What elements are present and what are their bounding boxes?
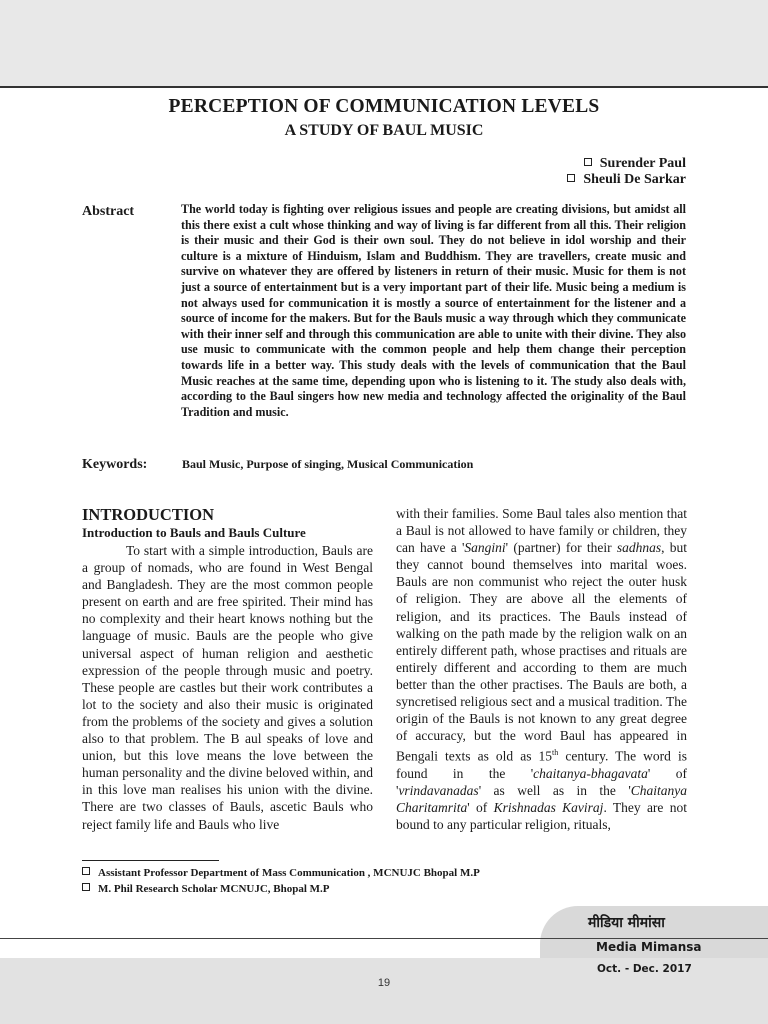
journal-issue: Oct. - Dec. 2017 (597, 963, 692, 975)
page-number: 19 (377, 977, 391, 989)
body-column-right (396, 505, 687, 833)
bullet-square-icon (82, 883, 90, 891)
journal-name-hindi: मीडिया मीमांसा (588, 915, 665, 931)
keywords-label: Keywords: (82, 457, 148, 472)
footnote-1: Assistant Professor Department of Mass Communication , MCNUJC Bhopal M.P (82, 867, 480, 879)
abstract-text: The world today is fighting over religious issues and people are creating divisions, but amidst all this there exist a cult whose thinking and way of living is far different from all this. Their religion is their music and their God is their own soul. They do not believe in idol worship and their culture is a mixture of Hinduism, Islam and Buddhism. They are travellers, create music and survive on whatever they are offered by listeners in return of their music. Music for them is not just a source of entertainment but is a very important part of their life. Music being a medium is not always used for communication it is mostly a source of entertainment for the listener and a source of income for the makers. But for the Bauls music a way through which they communicate with their inner self and through this communication are able to unite with their divine. They also use music to communicate with the common people and help them change their perception towards life in a better way. This study deals with the levels of communication that the Baul Music reaches at the same time, depending upon who is listening to it. The study also deals with, according to the Baul singers how new media and technology affected the originality of the Baul Tradition and music. (181, 202, 686, 419)
journal-name-english: Media Mimansa (596, 940, 702, 954)
article-subtitle: A STUDY OF BAUL MUSIC (284, 122, 484, 139)
article-title: PERCEPTION OF COMMUNICATION LEVELS (168, 96, 600, 117)
section-heading: INTRODUCTION (82, 505, 215, 524)
top-margin (0, 0, 768, 87)
keywords-text: Baul Music, Purpose of singing, Musical Communication (182, 457, 474, 471)
footnote-rule (82, 860, 219, 861)
abstract-label: Abstract (82, 204, 135, 219)
footnote-2: M. Phil Research Scholar MCNUJC, Bhopal M.P (82, 883, 330, 895)
body-column-left (82, 505, 373, 833)
bullet-square-icon (567, 174, 575, 182)
footer-rule (0, 938, 768, 939)
bullet-square-icon (82, 867, 90, 875)
bullet-square-icon (584, 158, 592, 166)
section-subheading: Introduction to Bauls and Bauls Culture (82, 525, 306, 540)
author-1: Surender Paul (584, 156, 686, 172)
author-2: Sheuli De Sarkar (567, 172, 686, 188)
paragraph: with their families. Some Baul tales also mention that a Baul is not allowed to have family or children, they can have a 'Sangini' (partner) for their sadhnas, but they cannot bound themselves into marital woes. Bauls are non communist who reject the outer husk of religion. They are above all the elements of religion, and its practices. The Bauls instead of walking on the path made by the religion walk on an entirely different path, whose practises and rituals are entirely different and according to them are much better than the other practises. The Bauls are both, a syncretised religious sect and a musical tradition. The origin of the Bauls is not known to any great degree of accuracy, but the word Baul has appeared in Bengali texts as old as 15th century. The word is found in the 'chaitanya-bhagavata' of 'vrindavanadas' as well as in the 'Chaitanya Charitamrita' of Krishnadas Kaviraj. They are not bound to any particular religion, rituals, (396, 506, 687, 833)
paragraph: To start with a simple introduction, Bauls are a group of nomads, who are found in West Bengal and Bangladesh. They are the most common people present on earth and are free spirited. Their mind has no complexity and their heart knows nothing but the language of music. Bauls are the people who give universal aspect of human religion and aesthetic expression of the people through music and poetry. These people are castles but their work contributes a lot to the society and also their music is originated from the problems of the society and gives a solution also to that problem. The B aul speaks of love and union, but this love means the love between the human personality and the divine beloved within, and in this love man realises his union with the divine. There are two classes of Bauls, ascetic Bauls who reject family life and Bauls who live (82, 543, 373, 832)
